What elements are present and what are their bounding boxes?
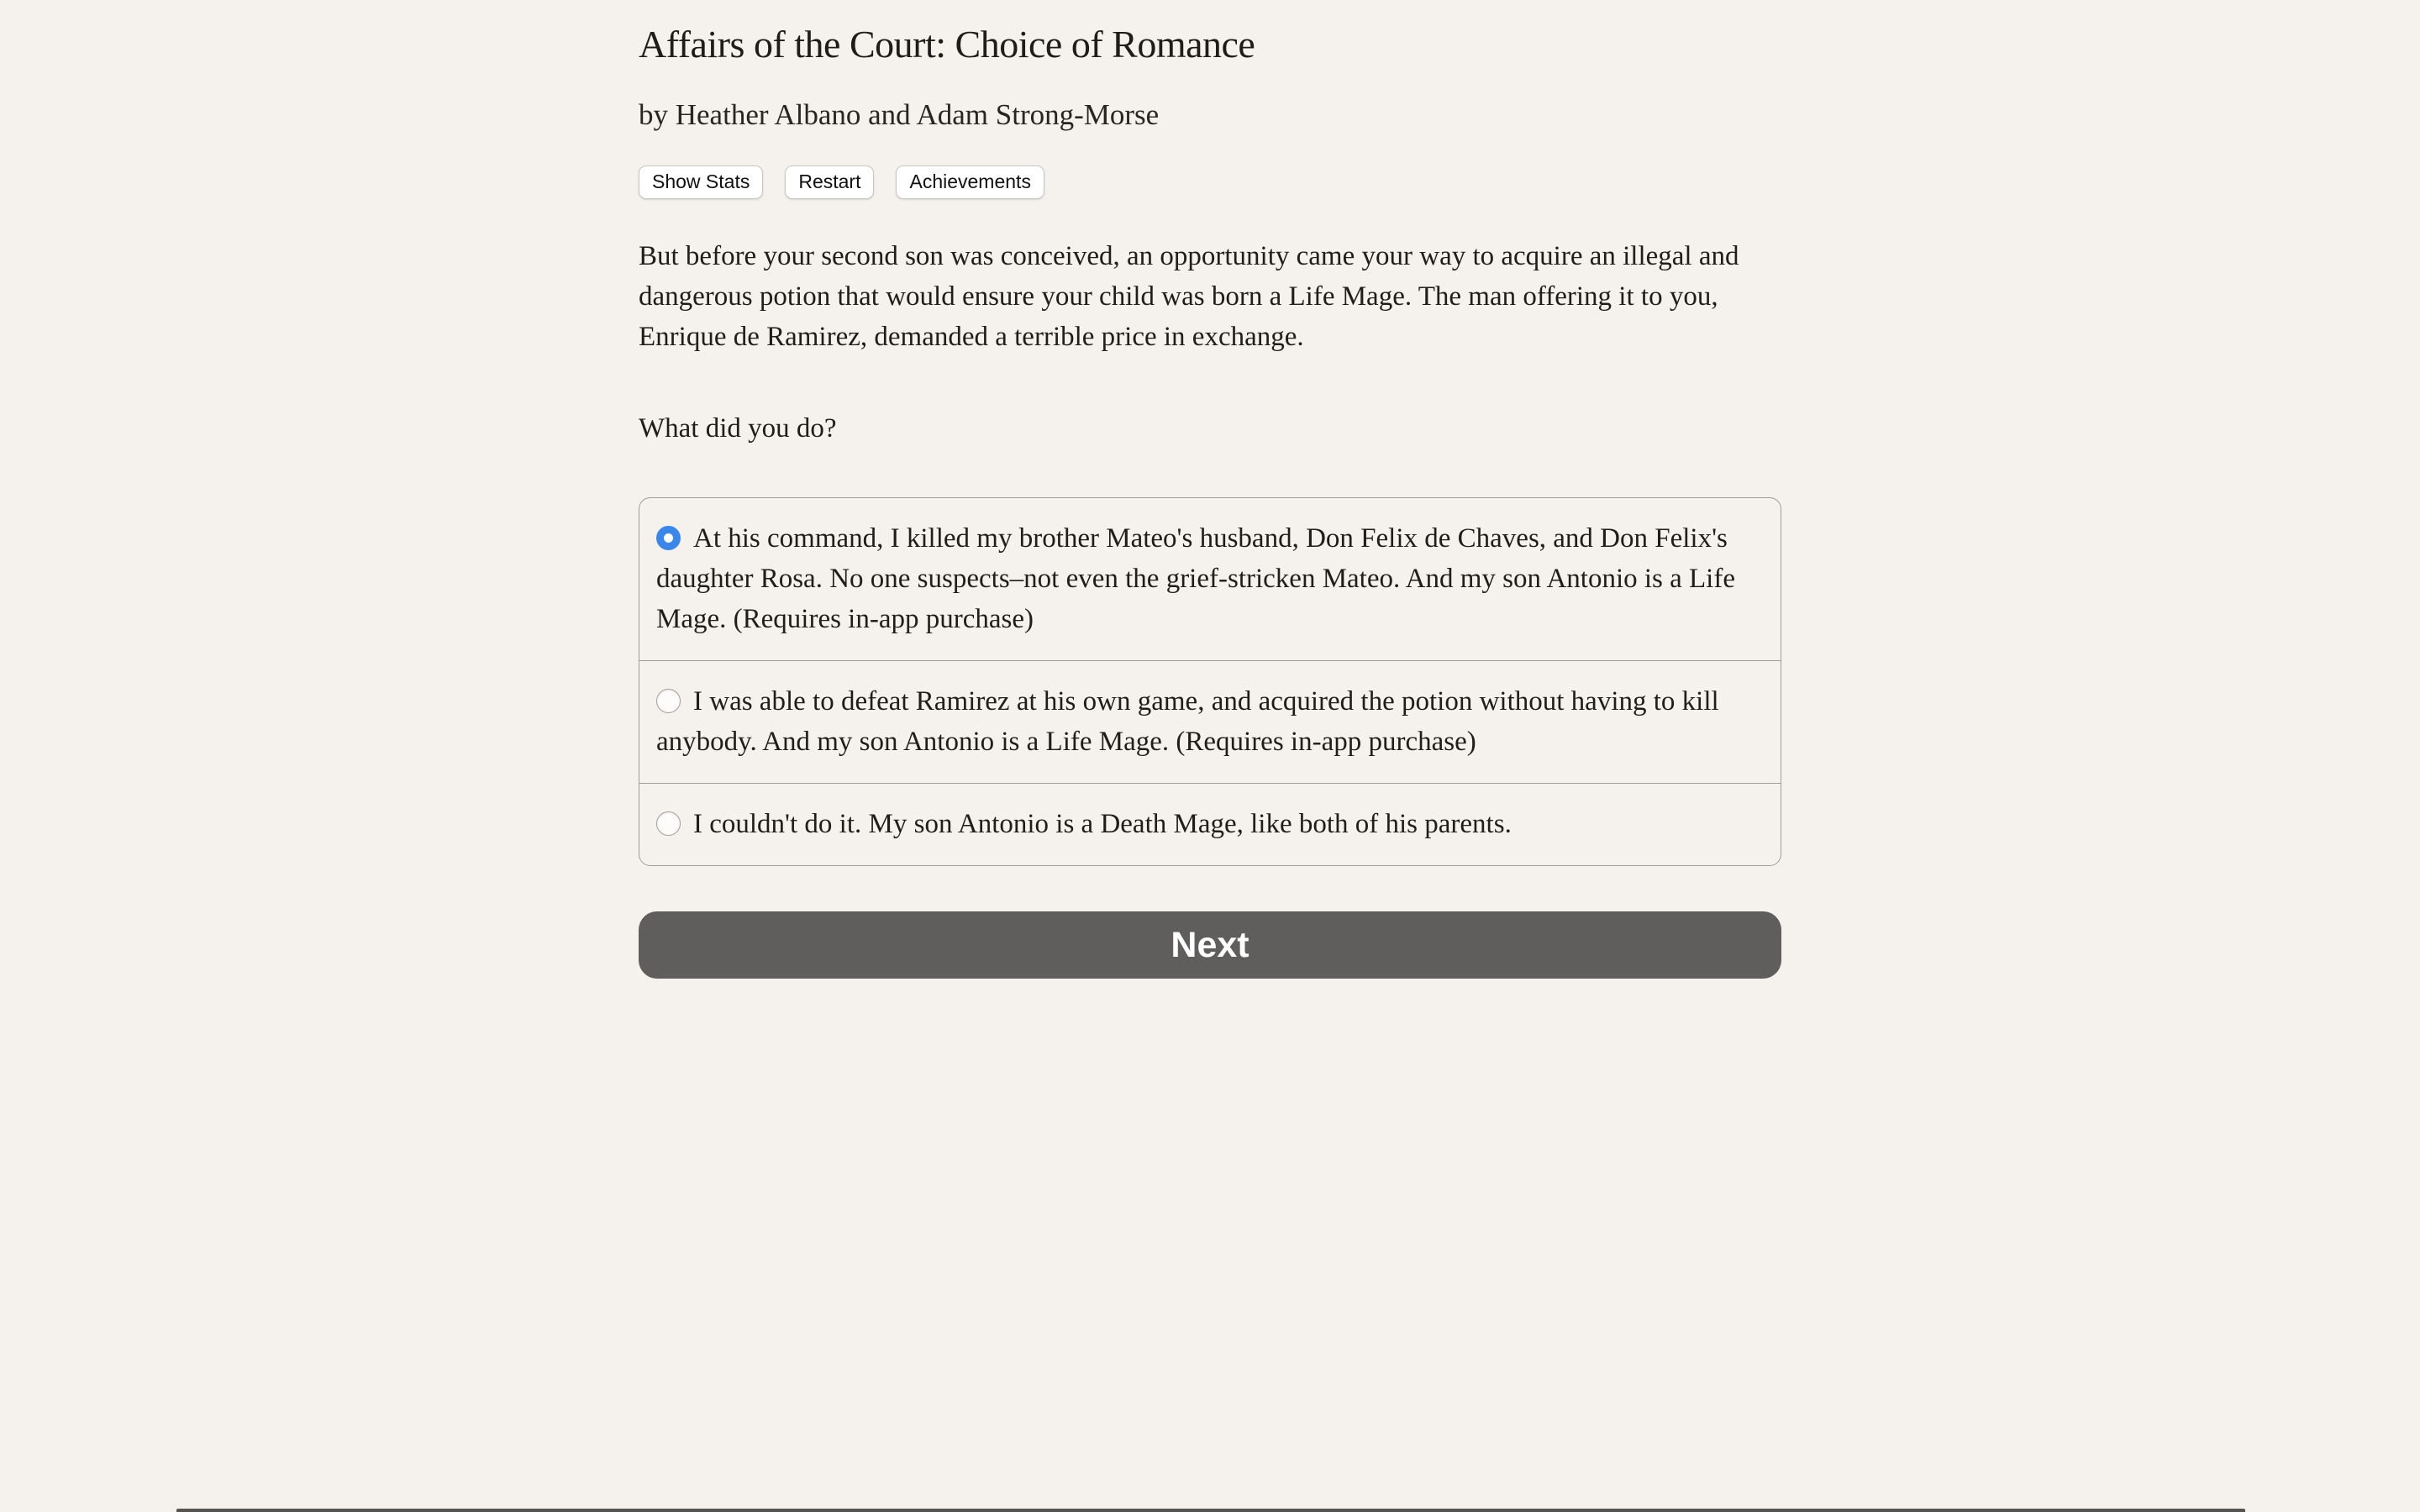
game-page bbox=[639, 0, 1781, 979]
achievements-button[interactable]: Achievements bbox=[896, 165, 1044, 200]
page-title: Affairs of the Court: Choice of Romance bbox=[639, 23, 1255, 66]
dock-edge bbox=[176, 1509, 2245, 1512]
radio-button[interactable] bbox=[656, 689, 681, 713]
story-question: What did you do? bbox=[639, 413, 837, 444]
next-button[interactable]: Next bbox=[639, 911, 1781, 979]
choice-list bbox=[639, 497, 1781, 866]
choice-option-2-label bbox=[656, 681, 1752, 762]
choice-option-3-text: I couldn't do it. My son Antonio is a Death Mage, like both of his parents. bbox=[693, 809, 1512, 840]
byline: by Heather Albano and Adam Strong-Morse bbox=[639, 97, 1160, 131]
radio-button[interactable] bbox=[656, 526, 681, 550]
choice-option-1[interactable] bbox=[639, 498, 1781, 660]
choice-option-1-text: At his command, I killed my brother Mateo's husband, Don Felix de Chaves, and Don Felix's daughter Rosa. No one suspects–not even the grief-stricken Mateo. And my son Antonio is a Life Mage. (Requires in-app purchase) bbox=[656, 523, 1735, 635]
radio-button[interactable] bbox=[656, 811, 681, 836]
choice-option-1-label bbox=[656, 518, 1752, 639]
choice-option-2-text: I was able to defeat Ramirez at his own game, and acquired the potion without having to kill anybody. And my son Antonio is a Life Mage. (Requires in-app purchase) bbox=[656, 686, 1719, 758]
choice-option-3-label bbox=[656, 804, 1752, 844]
show-stats-button[interactable]: Show Stats bbox=[639, 165, 763, 200]
restart-button[interactable]: Restart bbox=[785, 165, 874, 200]
choice-option-3[interactable] bbox=[639, 783, 1781, 865]
toolbar bbox=[639, 165, 1781, 200]
choice-option-2[interactable] bbox=[639, 660, 1781, 783]
story-paragraph: But before your second son was conceived, an opportunity came your way to acquire an illegal and dangerous potion that would ensure your child was born a Life Mage. The man offering it to you, Enrique de Ramirez, demanded a terrible price in exchange. bbox=[639, 241, 1739, 353]
